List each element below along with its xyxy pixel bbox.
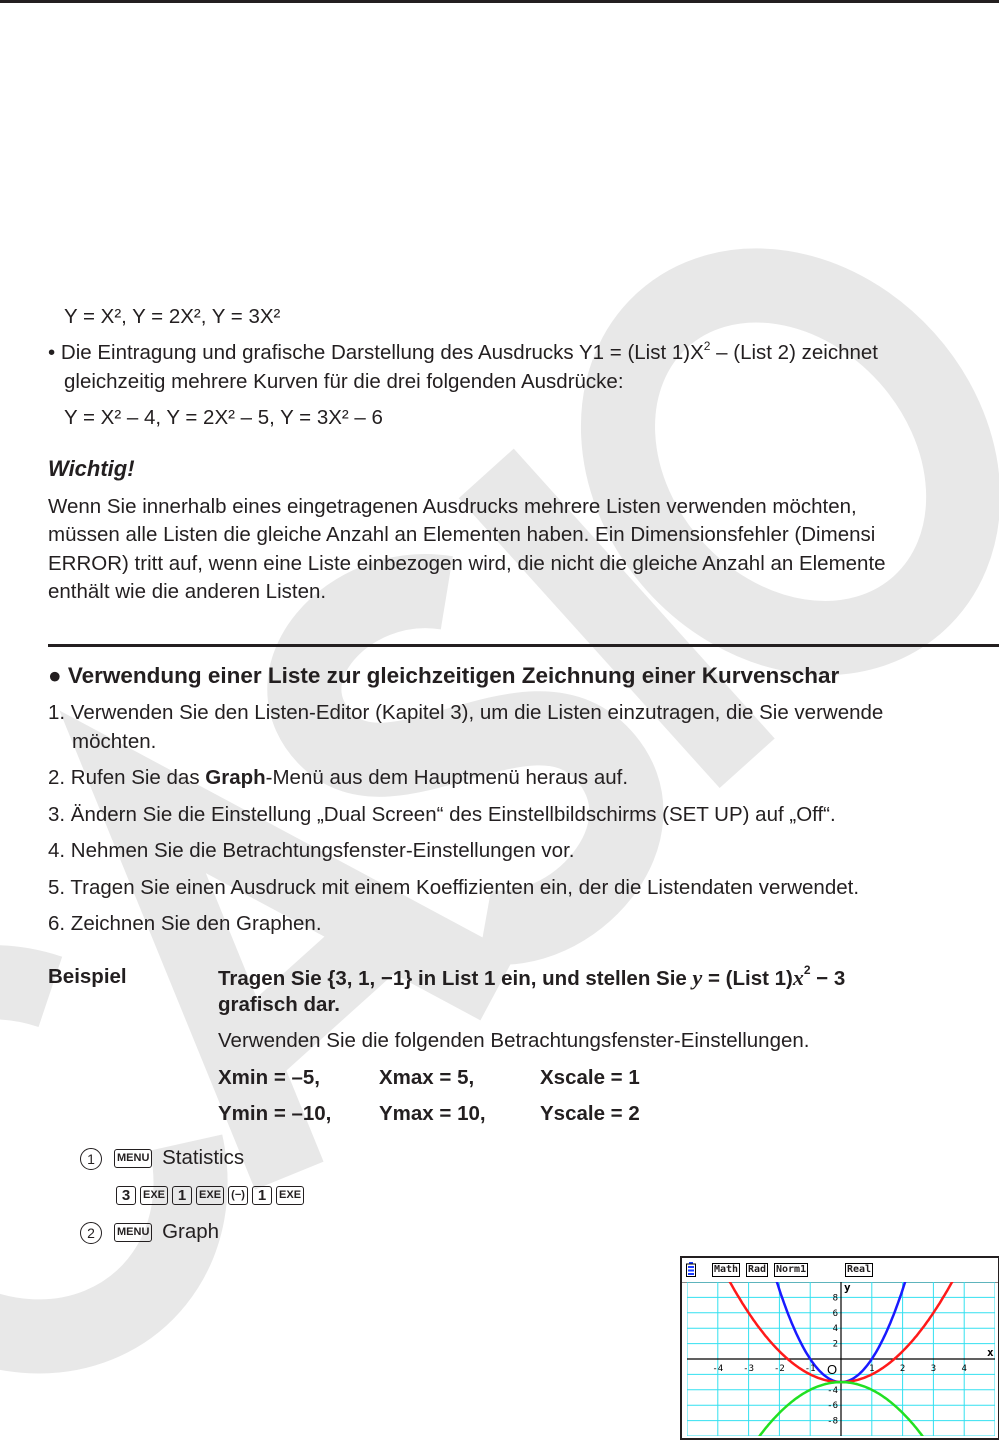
status-bar [682,1258,998,1283]
top-rule [0,0,999,3]
procedure-step-2 [80,1220,219,1245]
function-graph [687,1282,995,1436]
setting: Ymin = –10, [218,1102,332,1125]
bullet-line-2: gleichzeitig mehrere Kurven für die drei folgenden Ausdrücke: [64,370,624,393]
step: 6. Zeichnen Sie den Graphen. [48,912,322,935]
text: x [792,965,804,990]
step [48,766,628,791]
step-number: 1 [80,1148,102,1170]
section-divider [48,644,999,647]
example-task: Tragen Sie {3, 1, −1} in List 1 ein, und stellen Sie y = (List $1)x^2 - 3$ [218,963,846,990]
negative-key-icon: (−) [228,1186,248,1205]
key-1-icon: 1 [252,1186,272,1205]
important-line: ERROR) tritt auf, wenn eine Liste einbezogen wird, die nicht die gleiche Anzahl an Elemente [48,552,886,575]
menu-key-icon: MENU [114,1223,152,1242]
y-tick-label: -4 [827,1385,838,1396]
setting: Xscale = 1 [540,1066,640,1089]
origin-label: O [827,1362,838,1377]
y-tick-label: 2 [832,1339,838,1350]
x-tick-label: 2 [899,1364,906,1374]
text: Graph [205,766,266,789]
y-tick-label: 6 [832,1308,838,1319]
step: 3. Ändern Sie die Einstellung „Dual Screen“ des Einstellbildschirms (SET UP) auf „Off“. [48,803,836,826]
x-tick-label: 4 [961,1364,967,1374]
status-tag: Rad [748,1264,767,1275]
step-number: 2 [80,1222,102,1244]
important-line: enthält wie die anderen Listen. [48,580,327,603]
battery-icon [686,1262,696,1277]
setting: Yscale = 2 [540,1102,640,1125]
x-tick-label: 3 [930,1364,937,1374]
x-tick-label: -2 [773,1364,785,1374]
key-3-icon: 3 [116,1186,136,1205]
step: 5. Tragen Sie einen Ausdruck mit einem Koeffizienten ein, der die Listendaten verwendet. [48,876,860,899]
x-tick-label: -1 [804,1364,816,1374]
status-tag: Real [847,1264,872,1275]
bullet-icon: • [48,341,56,364]
text: Statistics [162,1146,245,1169]
status-tag: Math [714,1264,739,1275]
y-tick-label: -6 [827,1401,838,1412]
setting: Ymax = 10, [379,1102,486,1125]
important-line: Wenn Sie innerhalb eines eingetragenen Ausdrucks mehrere Listen verwenden möchten, [48,495,857,518]
important-line: müssen alle Listen die gleiche Anzahl an Elementen haben. Ein Dimensionsfehler (Dimensi [48,523,876,546]
step: 4. Nehmen Sie die Betrachtungsfenster-Einstellungen vor. [48,839,575,862]
section-heading [48,662,839,689]
formula-line: Y = X², Y = 2X², Y = 3X² [64,305,281,328]
step: 1. Verwenden Sie den Listen-Editor (Kapitel 3), um die Listen einzutragen, die Sie verwende [48,701,884,724]
important-heading: Wichtig! [48,456,135,481]
x-axis-label: x [987,1346,994,1359]
text: − 3 [810,967,846,990]
exe-key-icon: EXE [140,1186,168,1205]
text: Verwendung einer Liste zur gleichzeitigen Zeichnung einer Kurvenschar [67,663,840,688]
text: Die Eintragung und grafische Darstellung des Ausdrucks Y1 = (List 1)X [60,341,704,364]
y-axis-label: y [844,1282,851,1294]
key-sequence [116,1183,308,1208]
text: Tragen Sie {3, 1, −1} in List 1 ein, und stellen Sie [218,967,693,990]
step: möchten. [72,730,157,753]
status-tag: Norm1 [776,1264,807,1275]
setting: Xmax = 5, [379,1066,475,1089]
exe-key-icon: EXE [276,1186,304,1205]
y-tick-label: -8 [827,1416,838,1427]
text: Graph [162,1220,220,1243]
menu-key-icon: MENU [114,1149,152,1168]
calculator-screen [680,1256,999,1440]
text: = (List 1) [702,967,793,990]
exe-key-icon: EXE [196,1186,224,1205]
procedure-step-1 [80,1146,244,1171]
text: – (List 2) zeichnet [710,341,878,364]
text: -Menü aus dem Hauptmenü heraus auf. [265,766,629,789]
example-label: Beispiel [48,965,127,988]
x-tick-label: -4 [712,1364,724,1374]
bullet-line-1: • Die Eintragung und grafische Darstellung des Ausdrucks Y1 = (List $1)X^2$ – (List 2) zeichnet [48,339,878,364]
y-tick-label: 8 [832,1293,838,1304]
text: 2. Rufen Sie das [48,766,206,789]
example-note: Verwenden Sie die folgenden Betrachtungsfenster-Einstellungen. [218,1029,810,1052]
x-tick-label: 1 [869,1364,875,1374]
key-1-icon: 1 [172,1186,192,1205]
bullet-icon: ● [48,663,62,688]
example-task-line2: grafisch dar. [218,993,340,1016]
x-tick-label: -3 [743,1364,755,1374]
y-tick-label: 4 [832,1324,838,1335]
bullet-formula: Y = X² – 4, Y = 2X² – 5, Y = 3X² – 6 [64,406,383,429]
text: y [692,965,703,990]
setting: Xmin = –5, [218,1066,320,1089]
